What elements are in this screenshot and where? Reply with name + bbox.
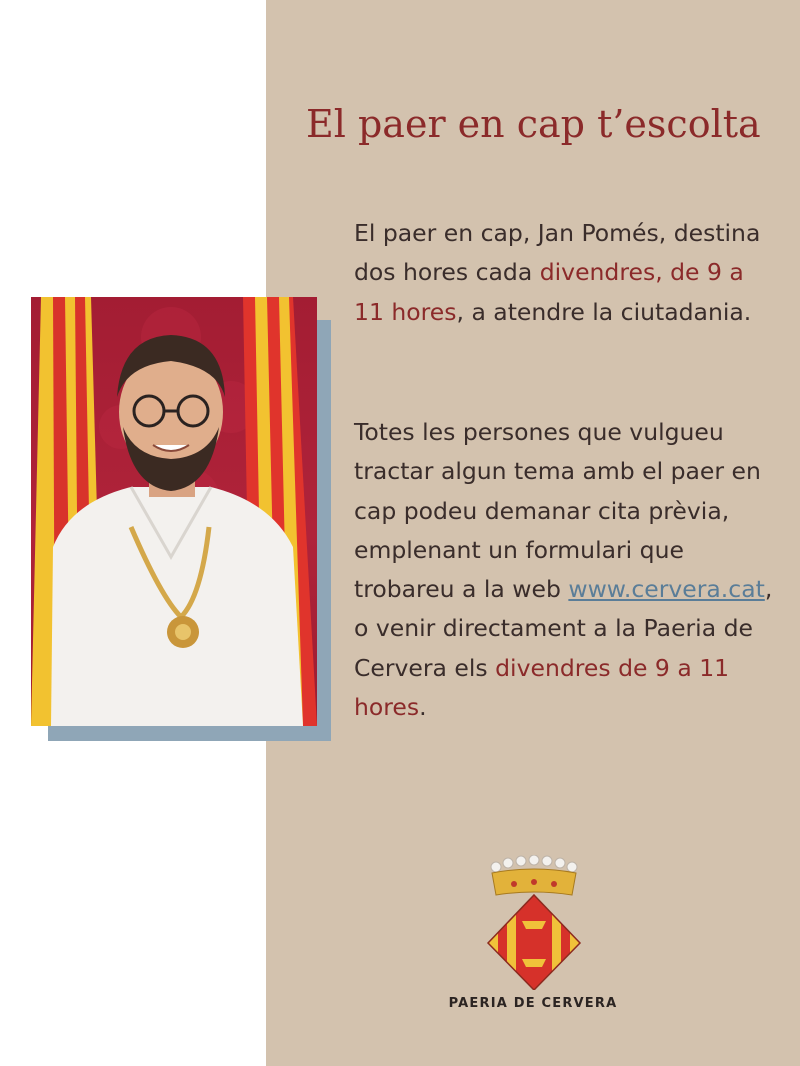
- website-link[interactable]: www.cervera.cat: [568, 575, 765, 604]
- portrait-photo: [31, 297, 317, 726]
- intro-paragraph: [354, 214, 774, 332]
- intro-text-1: El paer en cap, Jan Pomés, destina dos hores cada: [354, 219, 761, 287]
- details-text-2: , o venir directament a la Paeria de Cervera els: [354, 575, 773, 682]
- details-text-1: Totes les persones que vulgueu tractar algun tema amb el paer en cap podeu demanar cita prèvia, emplenant un formulari que trobareu a la web: [354, 418, 761, 604]
- portrait-illustration: [31, 297, 317, 726]
- coat-of-arms-icon: [484, 855, 584, 990]
- details-text-3: .: [419, 693, 427, 722]
- page-title: El paer en cap t’escolta: [306, 102, 761, 146]
- intro-text-2: , a atendre la ciutadania.: [456, 297, 752, 326]
- organization-name: PAERIA DE CERVERA: [448, 996, 618, 1011]
- details-paragraph: [354, 413, 774, 727]
- details-schedule-highlight: divendres de 9 a 11 hores: [354, 653, 730, 722]
- intro-schedule-highlight: divendres, de 9 a 11 hores: [354, 258, 744, 326]
